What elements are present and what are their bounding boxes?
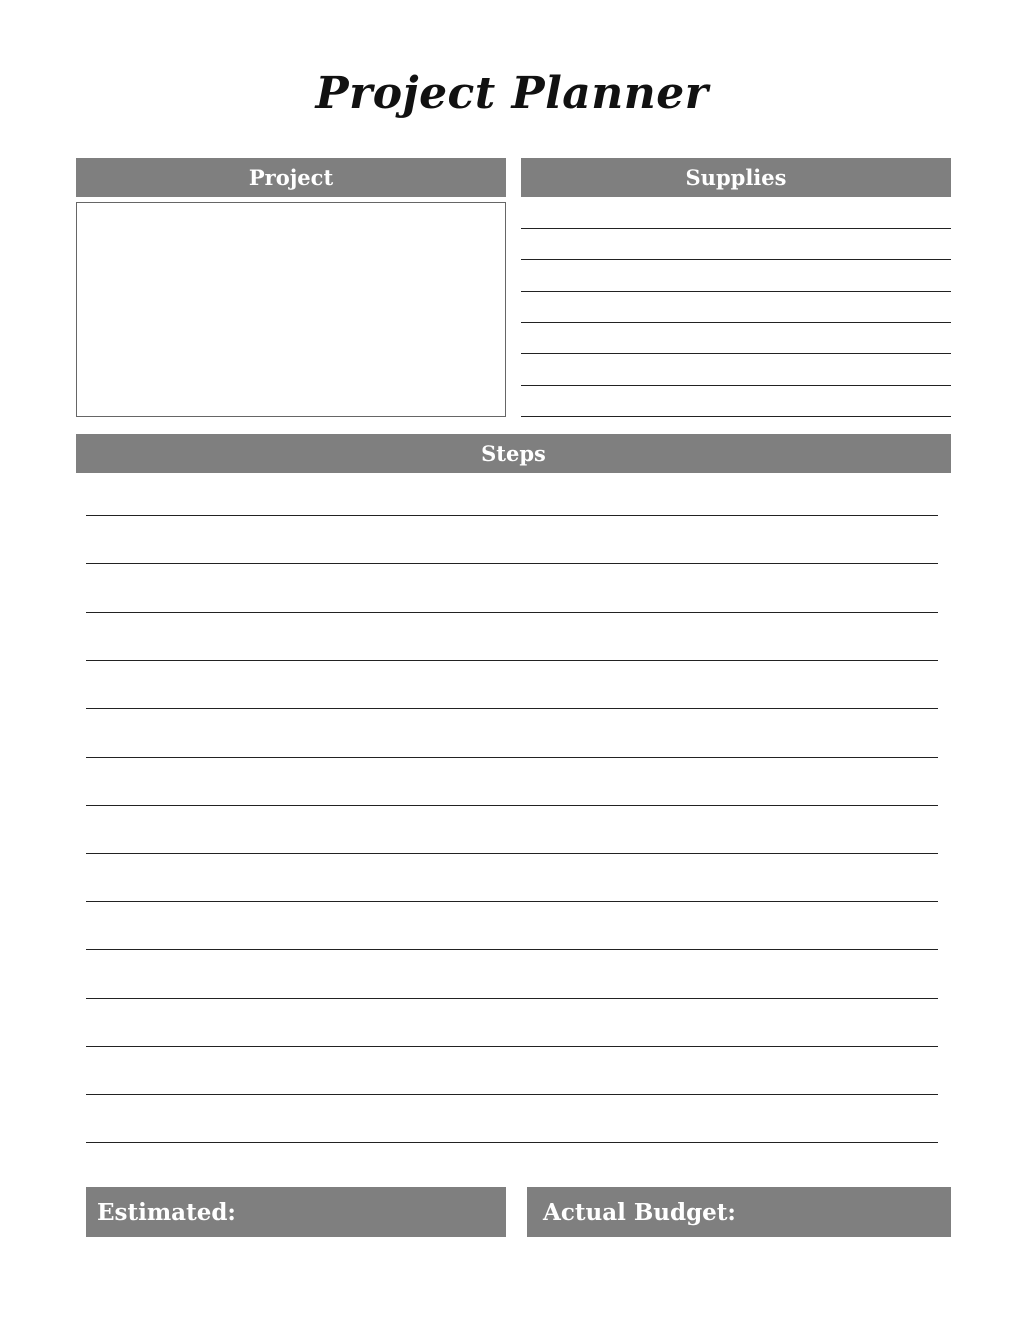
step-line[interactable] — [86, 660, 938, 661]
steps-header: Steps — [76, 434, 951, 473]
page-title: Project Planner — [315, 68, 709, 119]
supply-line[interactable] — [521, 291, 951, 292]
supply-line[interactable] — [521, 416, 951, 417]
step-line[interactable] — [86, 1142, 938, 1143]
step-line[interactable] — [86, 805, 938, 806]
estimated-budget-field[interactable]: Estimated: — [86, 1187, 506, 1237]
step-line[interactable] — [86, 757, 938, 758]
supplies-header: Supplies — [521, 158, 951, 197]
step-line[interactable] — [86, 949, 938, 950]
step-line[interactable] — [86, 901, 938, 902]
step-line[interactable] — [86, 998, 938, 999]
supply-line[interactable] — [521, 259, 951, 260]
supply-line[interactable] — [521, 322, 951, 323]
project-header: Project — [76, 158, 506, 197]
actual-budget-field[interactable]: Actual Budget: — [527, 1187, 951, 1237]
supply-line[interactable] — [521, 228, 951, 229]
supply-line[interactable] — [521, 385, 951, 386]
step-line[interactable] — [86, 1046, 938, 1047]
step-line[interactable] — [86, 563, 938, 564]
step-line[interactable] — [86, 1094, 938, 1095]
step-line[interactable] — [86, 853, 938, 854]
step-line[interactable] — [86, 612, 938, 613]
project-input-box[interactable] — [76, 202, 506, 417]
step-line[interactable] — [86, 708, 938, 709]
step-line[interactable] — [86, 515, 938, 516]
supply-line[interactable] — [521, 353, 951, 354]
